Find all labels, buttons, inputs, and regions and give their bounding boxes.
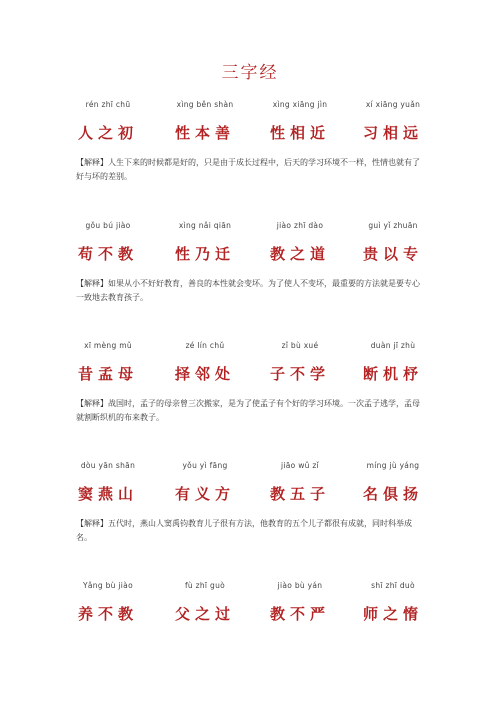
verse-hanzi: 性相近 [269, 124, 330, 142]
pinyin-line: xìng běn shàn [176, 100, 234, 109]
verse-hanzi: 父之过 [174, 605, 235, 623]
pinyin-line: rén zhī chū [85, 100, 131, 109]
verse-hanzi: 择邻处 [174, 365, 235, 383]
verse-hanzi: 子不学 [269, 365, 330, 383]
verse-hanzi: 习相远 [362, 124, 423, 142]
pinyin-line: xìng nǎi qiān [178, 221, 232, 230]
verse-hanzi: 教之道 [269, 245, 330, 263]
pinyin-line: zé lín chǔ [185, 341, 225, 350]
pinyin-line: fù zhī guò [184, 581, 226, 590]
explanation-text: 【解释】五代时，燕山人窦禹钧教育儿子很有方法，他教育的五个儿子都很有成就，同时科举成名。 [76, 519, 412, 542]
verse-hanzi: 昔孟母 [77, 365, 138, 383]
pinyin-line: zǐ bù xué [281, 341, 319, 350]
verse-hanzi: 性本善 [174, 124, 235, 142]
verse-hanzi: 教不严 [269, 605, 330, 623]
pinyin-line: yǒu yì fāng [182, 461, 228, 470]
pinyin-line: míng jù yáng [366, 461, 420, 470]
verse-hanzi: 有义方 [174, 485, 235, 503]
verse-hanzi: 名俱扬 [362, 485, 423, 503]
pinyin-line: jiào zhī dào [276, 221, 324, 230]
verse-hanzi: 性乃迁 [174, 245, 235, 263]
pinyin-line: shī zhī duò [371, 581, 415, 590]
pinyin-line: xí xiāng yuǎn [365, 100, 421, 109]
pinyin-line: guì yǐ zhuān [368, 221, 418, 230]
page-title: 三字经 [221, 63, 279, 83]
verse-hanzi: 窦燕山 [77, 485, 138, 503]
pinyin-line: Yǎng bù jiào [83, 581, 133, 590]
pinyin-line: jiào bù yán [277, 581, 323, 590]
explanation-text: 【解释】如果从小不好好教育，善良的本性就会变坏。为了使人不变坏，最重要的方法就是要专心一致地去教育孩子。 [76, 279, 420, 302]
pinyin-line: xìng xiāng jìn [272, 100, 328, 109]
verse-hanzi: 师之惰 [362, 605, 423, 623]
verse-hanzi: 贵以专 [362, 245, 423, 263]
verse-hanzi: 断机杼 [362, 365, 423, 383]
verse-hanzi: 养不教 [77, 605, 138, 623]
pinyin-line: duàn jī zhù [370, 341, 416, 350]
verse-hanzi: 人之初 [77, 124, 138, 142]
pinyin-line: gǒu bú jiào [85, 221, 131, 230]
explanation-text: 【解释】人生下来的时候都是好的，只是由于成长过程中，后天的学习环境不一样，性情也就有了好与坏的差别。 [76, 158, 420, 181]
explanation-text: 【解释】战国时，孟子的母亲曾三次搬家，是为了使孟子有个好的学习环境。一次孟子逃学，孟母就割断织机的布来教子。 [76, 399, 420, 422]
pinyin-line: jiāo wǔ zǐ [280, 461, 320, 470]
verse-hanzi: 教五子 [269, 485, 330, 503]
pinyin-line: xī mèng mǔ [84, 341, 132, 350]
pinyin-line: dòu yān shān [80, 461, 136, 470]
verse-hanzi: 苟不教 [77, 245, 138, 263]
